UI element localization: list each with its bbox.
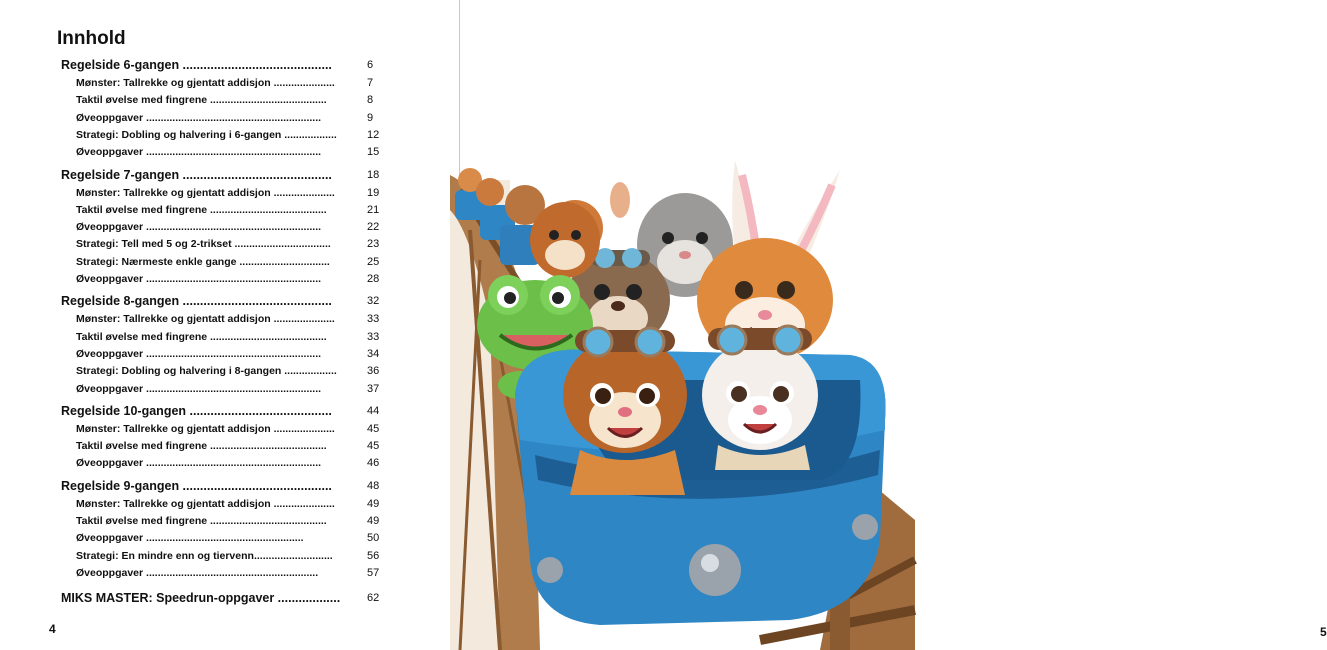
toc-entry-title: Taktil øvelse med fingrene ........................................ (76, 94, 327, 107)
toc-title: Innhold (57, 28, 126, 49)
toc-entry-title: Øveoppgaver ............................................................ (76, 457, 322, 470)
toc-entry-title: Øveoppgaver ............................................................ (76, 347, 322, 360)
toc-chapter-title: Regelside 10-gangen ......................................... (61, 403, 332, 418)
toc-page-number: 9 (367, 111, 374, 124)
toc-entry-title: Øveoppgaver ............................................................ (76, 111, 322, 124)
toc-page-number: 44 (367, 404, 380, 417)
toc-page-number: 46 (367, 457, 380, 470)
toc-page-number: 7 (367, 77, 374, 89)
page-number-right: 5 (1320, 625, 1327, 639)
toc-entry-title: Øveoppgaver ............................................................ (76, 221, 322, 234)
toc-page-number: 56 (367, 549, 380, 562)
toc-entry-title: Strategi: Dobling og halvering i 6-gangen .................. (76, 128, 337, 141)
toc-page-number: 50 (367, 532, 380, 545)
toc-page-number: 6 (367, 59, 374, 71)
toc-entry-title: Mønster: Tallrekke og gjentatt addisjon ..................... (76, 77, 335, 89)
toc-page-number: 25 (367, 255, 380, 268)
toc-chapter-title: MIKS MASTER: Speedrun-oppgaver .................. (61, 591, 341, 606)
left-page (0, 0, 459, 650)
toc-entry-title: Strategi: Dobling og halvering i 8-gangen .................. (76, 365, 337, 378)
toc-page-number: 34 (367, 347, 380, 360)
toc-entry-title: Taktil øvelse med fingrene ........................................ (76, 203, 327, 216)
toc-page-number: 15 (367, 146, 380, 159)
toc-page-number: 28 (367, 273, 380, 285)
toc-page-number: 33 (367, 313, 380, 326)
toc-entry-title: Øveoppgaver ............................................................ (76, 146, 322, 159)
toc-entry-title: Strategi: Nærmeste enkle gange ............................... (76, 255, 330, 268)
toc-page-number: 8 (367, 94, 374, 107)
toc-chapter-title: Regelside 8-gangen ........................................... (61, 294, 332, 309)
toc-chapter-title: Regelside 9-gangen ........................................... (61, 478, 332, 493)
toc-page-number: 37 (367, 382, 380, 395)
toc-page-number: 45 (367, 440, 380, 453)
toc-entry-title: Øveoppgaver ...................................................... (76, 532, 304, 545)
right-page (460, 0, 1327, 650)
toc-entry-title: Øveoppgaver ........................................................... (76, 566, 319, 579)
toc-page-number: 18 (367, 168, 380, 181)
toc-page-number: 23 (367, 238, 380, 251)
toc-page-number: 12 (367, 128, 380, 141)
toc-page-number: 45 (367, 422, 380, 435)
toc-entry-title: Strategi: En mindre enn og tiervenn........................... (76, 549, 333, 562)
toc-page-number: 19 (367, 186, 380, 199)
toc-entry-title: Mønster: Tallrekke og gjentatt addisjon ..................... (76, 497, 335, 510)
toc-entry-title: Mønster: Tallrekke og gjentatt addisjon ..................... (76, 313, 335, 326)
toc-page-number: 22 (367, 221, 380, 234)
toc-entry-title: Mønster: Tallrekke og gjentatt addisjon ..................... (76, 422, 335, 435)
toc-entry-title: Mønster: Tallrekke og gjentatt addisjon ..................... (76, 186, 335, 199)
page-number-left: 4 (49, 622, 56, 636)
toc-chapter-title: Regelside 6-gangen ........................................... (61, 58, 332, 72)
toc-page-number: 48 (367, 479, 380, 492)
toc-entry-title: Øveoppgaver ............................................................ (76, 382, 322, 395)
toc-entry-title: Taktil øvelse med fingrene ........................................ (76, 440, 327, 453)
toc-chapter-title: Regelside 7-gangen ........................................... (61, 167, 332, 182)
toc-entry-title: Strategi: Tell med 5 og 2-trikset ................................. (76, 238, 331, 251)
toc-page-number: 49 (367, 515, 380, 527)
toc-page-number: 32 (367, 295, 380, 308)
toc-entry-title: Taktil øvelse med fingrene ........................................ (76, 515, 327, 527)
toc-entry-title: Taktil øvelse med fingrene ........................................ (76, 330, 327, 343)
toc-page-number: 62 (367, 592, 380, 605)
toc-page-number: 33 (367, 330, 380, 343)
roller-coaster-illustration (460, 0, 915, 650)
toc-entry-title: Øveoppgaver ............................................................ (76, 273, 322, 285)
toc-page-number: 57 (367, 566, 380, 579)
toc-page-number: 49 (367, 497, 380, 510)
toc-page-number: 36 (367, 365, 380, 378)
toc-page-number: 21 (367, 203, 380, 216)
